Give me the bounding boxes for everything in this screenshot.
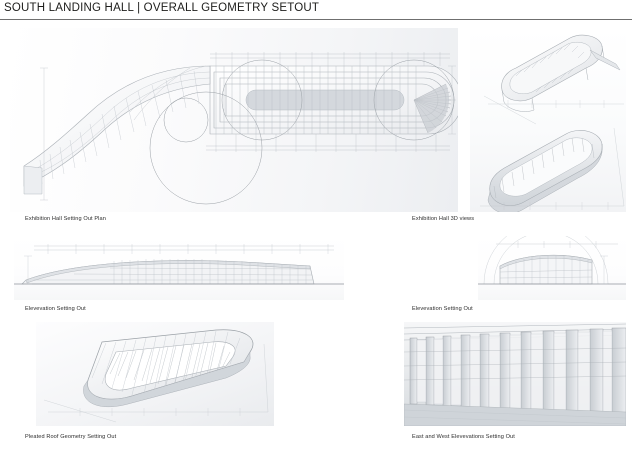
exhibition-hall-3d-drawing: [470, 28, 626, 212]
panel-elevation-left[interactable]: [14, 236, 344, 300]
panel-pleated-roof[interactable]: [36, 322, 274, 426]
panel-east-west-elevations[interactable]: [404, 322, 626, 426]
pleated-roof-drawing: [36, 322, 274, 426]
caption-elevation-right: Elevevation Setting Out: [412, 306, 473, 312]
elevation-right-drawing: [478, 236, 626, 300]
caption-east-west-elevations: East and West Elevevations Setting Out: [412, 434, 515, 440]
panel-exhibition-hall-3d[interactable]: [470, 28, 626, 212]
caption-exhibition-hall-plan: Exhibition Hall Setting Out Plan: [25, 216, 106, 222]
exhibition-hall-plan-drawing: [10, 28, 458, 212]
elevation-left-drawing: [14, 236, 344, 300]
panel-exhibition-hall-plan[interactable]: [10, 28, 458, 212]
page-title: SOUTH LANDING HALL | OVERALL GEOMETRY SETOUT: [4, 2, 320, 14]
caption-elevation-left: Elevevation Setting Out: [25, 306, 86, 312]
east-west-elevations-drawing: [404, 322, 626, 426]
caption-pleated-roof: Pleated Roof Geometry Setting Out: [25, 434, 117, 440]
sheet-title-bar: [0, 0, 632, 22]
title-divider: [0, 19, 632, 20]
caption-exhibition-hall-3d: Exhibition Hall 3D views: [412, 216, 475, 222]
panel-elevation-right[interactable]: [478, 236, 626, 300]
